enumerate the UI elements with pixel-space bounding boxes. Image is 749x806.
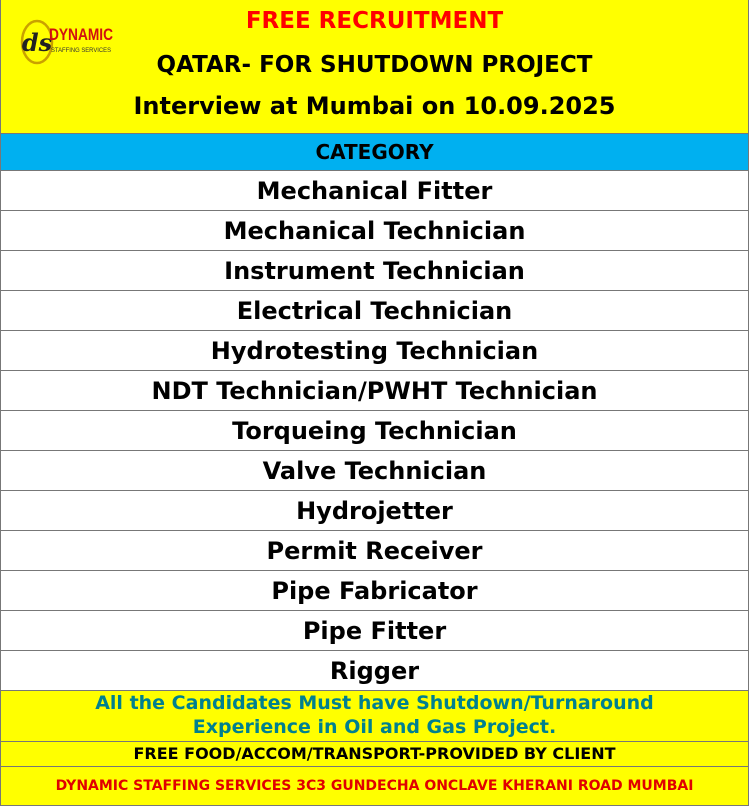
note-line-1: All the Candidates Must have Shutdown/Turnaround [95, 692, 654, 714]
page-title: FREE RECRUITMENT [245, 8, 504, 34]
logo-tagline: STAFFING SERVICES [51, 48, 111, 54]
category-row: Electrical Technician [1, 291, 748, 331]
category-row: Torqueing Technician [1, 411, 748, 451]
category-row: Permit Receiver [1, 531, 748, 571]
category-row: NDT Technician/PWHT Technician [1, 371, 748, 411]
category-header: CATEGORY [1, 134, 748, 171]
category-row: Pipe Fabricator [1, 571, 748, 611]
logo-monogram: ds [21, 28, 53, 57]
benefits-banner: FREE FOOD/ACCOM/TRANSPORT-PROVIDED BY CLIENT [1, 742, 748, 767]
category-row: Rigger [329, 657, 420, 685]
category-row: Mechanical Technician [1, 211, 748, 251]
header [1, 0, 748, 134]
category-list [1, 171, 748, 690]
logo-brand: DYNAMIC [49, 25, 113, 44]
category-row: Instrument Technician [1, 251, 748, 291]
interview-details: Interview at Mumbai on 10.09.2025 [133, 92, 616, 120]
note-line-2: Experience in Oil and Gas Project. [192, 716, 557, 738]
category-row: Valve Technician [1, 451, 748, 491]
company-address: DYNAMIC STAFFING SERVICES 3C3 GUNDECHA ONCLAVE KHERANI ROAD MUMBAI [1, 767, 748, 806]
category-row: Mechanical Fitter [1, 171, 748, 211]
category-row: Hydrotesting Technician [1, 331, 748, 371]
experience-requirement-note [1, 690, 748, 742]
category-row: Pipe Fitter [1, 611, 748, 651]
project-subtitle: QATAR- FOR SHUTDOWN PROJECT [156, 52, 593, 78]
category-row: Hydrojetter [1, 491, 748, 531]
